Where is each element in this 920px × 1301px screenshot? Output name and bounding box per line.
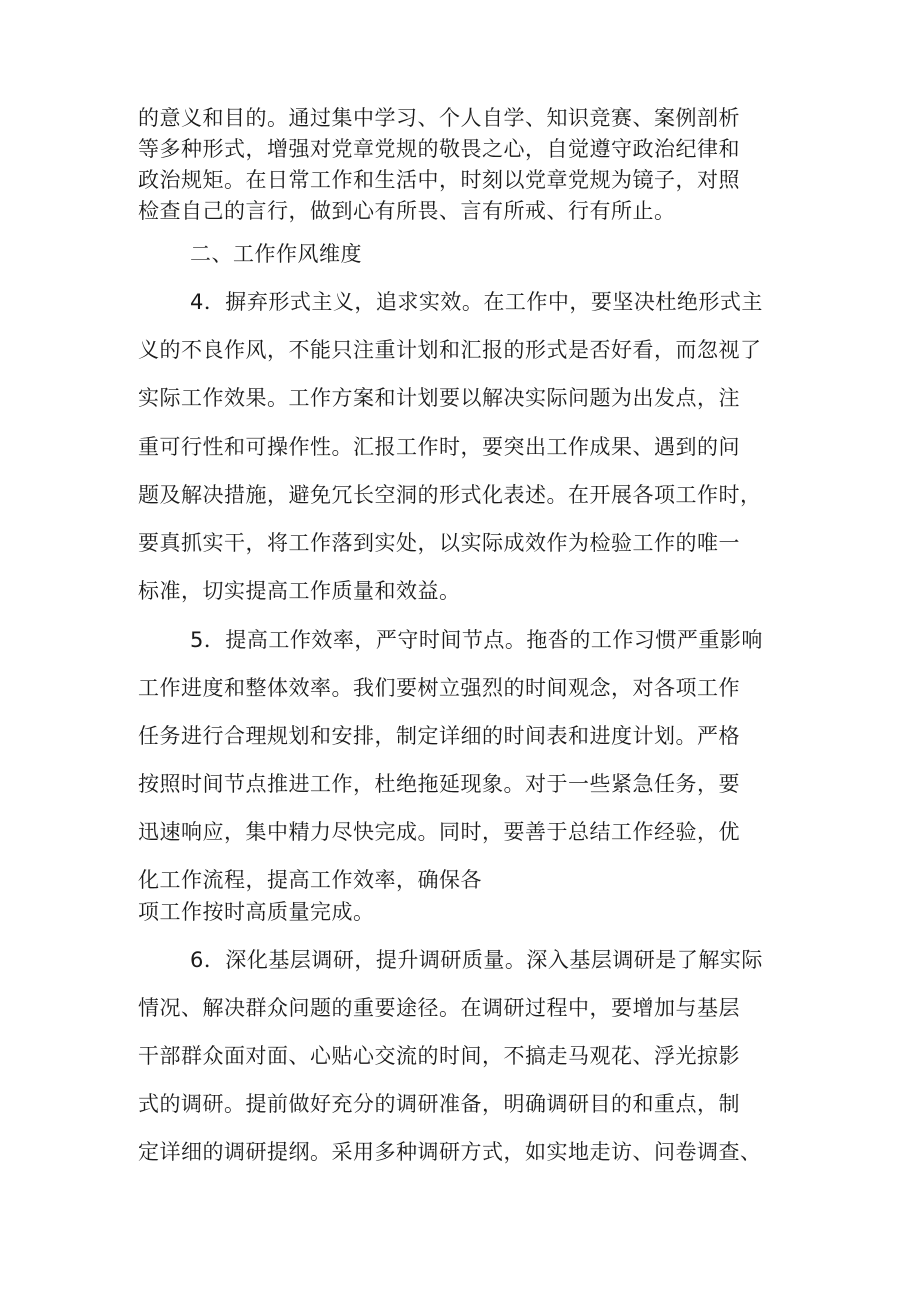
paragraph-line: 迅速响应，集中精力尽快完成。同时，要善于总结工作经验，优 [138,820,740,844]
paragraph-line: 标准，切实提高工作质量和效益。 [138,579,461,603]
paragraph-line: 任务进行合理规划和安排，制定详细的时间表和进度计划。严格 [138,724,740,748]
paragraph-line: 4．摒弃形式主义，追求实效。在工作中，要坚决杜绝形式主 [190,290,763,314]
paragraph-line: 情况、解决群众问题的重要途径。在调研过程中，要增加与基层 [138,996,740,1020]
paragraph-line: 5．提高工作效率，严守时间节点。拖沓的工作习惯严重影响 [190,628,763,652]
paragraph-line: 定详细的调研提纲。采用多种调研方式，如实地走访、问卷调查、 [138,1140,762,1164]
paragraph-line: 的意义和目的。通过集中学习、个人自学、知识竞赛、案例剖析 [138,106,740,130]
paragraph-line: 题及解决措施，避免冗长空洞的形式化表述。在开展各项工作时， [138,483,762,507]
paragraph-line: 6．深化基层调研，提升调研质量。深入基层调研是了解实际 [190,948,763,972]
paragraph-line: 检查自己的言行，做到心有所畏、言有所戒、行有所止。 [138,199,676,223]
paragraph-line: 实际工作效果。工作方案和计划要以解决实际问题为出发点，注 [138,386,740,410]
paragraph-line: 干部群众面对面、心贴心交流的时间，不搞走马观花、浮光掠影 [138,1044,740,1068]
paragraph-line: 义的不良作风，不能只注重计划和汇报的形式是否好看，而忽视了 [138,338,762,362]
paragraph-line: 项工作按时高质量完成。 [138,900,375,924]
paragraph-line: 重可行性和可操作性。汇报工作时，要突出工作成果、遇到的问 [138,435,740,459]
paragraph-line: 工作进度和整体效率。我们要树立强烈的时间观念，对各项工作 [138,676,740,700]
paragraph-line: 化工作流程，提高工作效率，确保各 [138,868,482,892]
section-heading: 二、工作作风维度 [190,242,362,266]
paragraph-line: 要真抓实干，将工作落到实处，以实际成效作为检验工作的唯一 [138,531,740,555]
paragraph-line: 等多种形式，增强对党章党规的敬畏之心，自觉遵守政治纪律和 [138,137,740,161]
paragraph-line: 式的调研。提前做好充分的调研准备，明确调研目的和重点，制 [138,1092,740,1116]
paragraph-line: 按照时间节点推进工作，杜绝拖延现象。对于一些紧急任务，要 [138,772,740,796]
paragraph-line: 政治规矩。在日常工作和生活中，时刻以党章党规为镜子，对照 [138,168,740,192]
